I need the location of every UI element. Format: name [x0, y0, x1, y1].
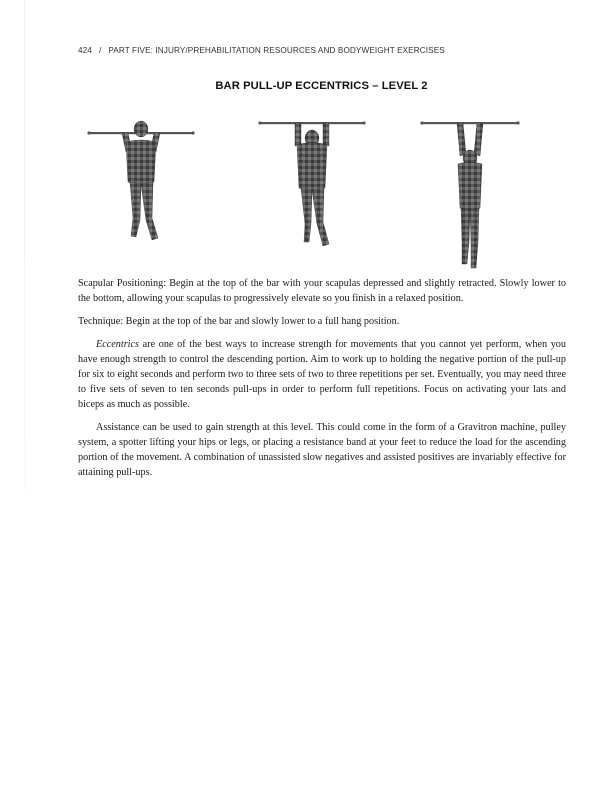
figure-mid-position [257, 112, 367, 252]
eccentrics-term: Eccentrics [96, 339, 139, 350]
section-title: PART FIVE: INJURY/PREHABILITATION RESOURCES AND BODYWEIGHT EXERCISES [108, 46, 445, 55]
header-separator: / [98, 46, 102, 55]
scapular-positioning-paragraph: Scapular Positioning: Begin at the top of the bar with your scapulas depressed and slightly retracted. Slowly lower to the bottom, allowing your scapulas to progressively elevate so you finish in a relaxed position. [78, 278, 566, 304]
pullup-bottom-illustration [420, 112, 520, 272]
pullup-bar [422, 122, 518, 124]
page-number: 424 [78, 46, 92, 55]
running-header [78, 46, 445, 55]
pullup-mid-illustration [257, 112, 367, 252]
pullup-bar [260, 122, 364, 124]
assistance-paragraph: Assistance can be used to gain strength at this level. This could come in the form of a Gravitron machine, pulley system, a spotter lifting your hips or legs, or placing a resistance band at your feet to reduce the load for the ascending portion of the movement. A combination of unassisted slow negatives and assisted positives are invariably effective for attaining pull-ups. [78, 422, 566, 478]
figure-bottom-position [420, 112, 520, 272]
technique-paragraph: Technique: Begin at the top of the bar and slowly lower to a full hang position. [78, 316, 400, 327]
exercise-title: BAR PULL-UP ECCENTRICS – LEVEL 2 [215, 80, 428, 92]
figure-top-position [86, 112, 196, 252]
pullup-top-illustration [86, 112, 196, 252]
eccentrics-text: are one of the best ways to increase strength for movements that you cannot yet perform, when you have enough strength to control the descending portion. Aim to work up to holding the negative portion of the pull-up for six to eight seconds and perform two to three sets of two to three repetitions per set. Eventually, you may need three to five sets of seven to ten seconds pull-ups in order to perform full repetitions. Focus on activating your lats and biceps as much as possible. [78, 339, 566, 410]
body-text [78, 276, 566, 488]
eccentrics-paragraph [78, 337, 566, 412]
